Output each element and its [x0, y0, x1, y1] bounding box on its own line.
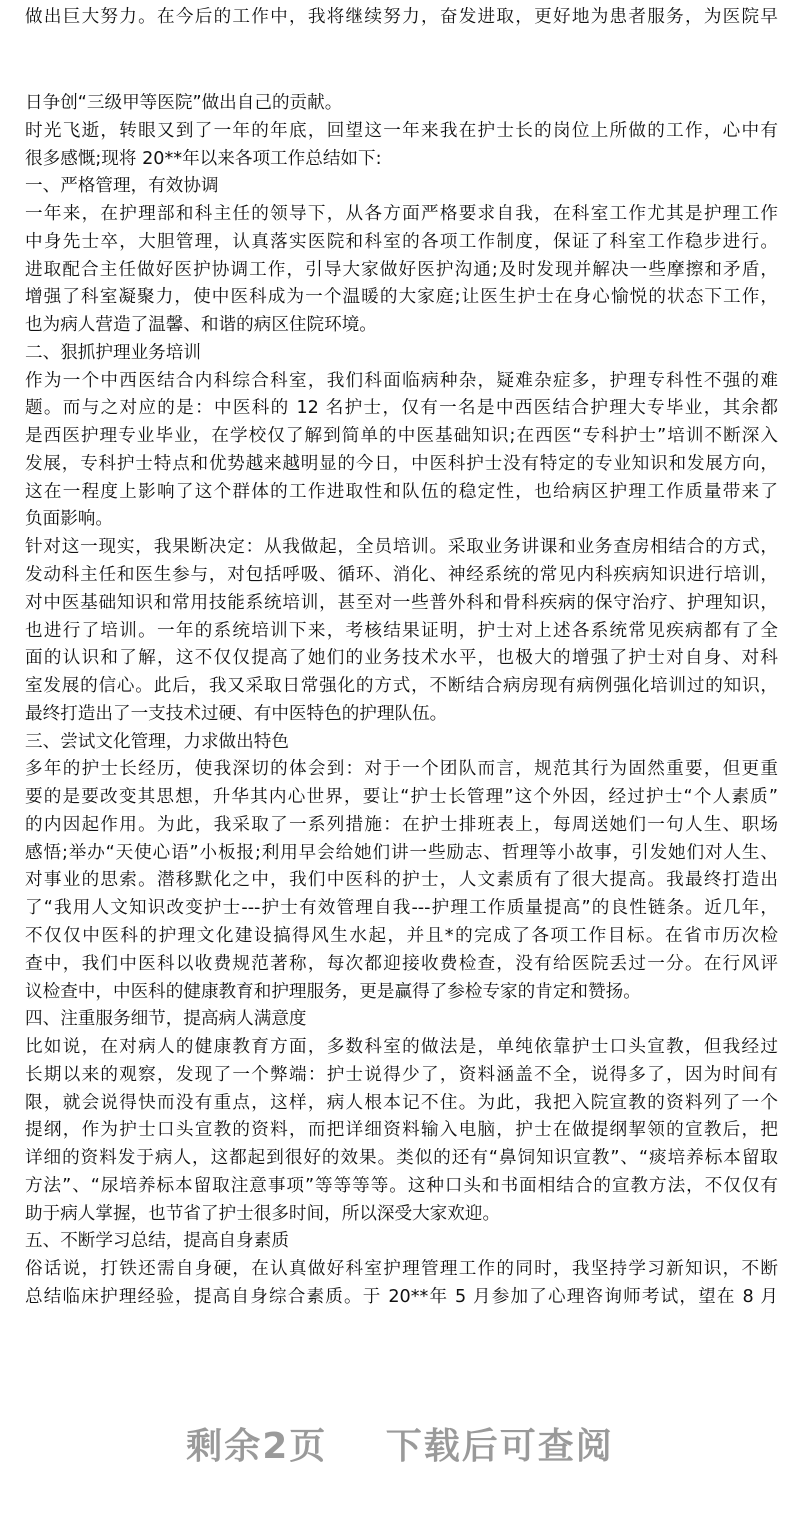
text-line: 题。而与之对应的是：中医科的 12 名护士，仅有一名是中西医结合护理大专毕业，其余都: [25, 398, 778, 419]
text-line: 方法”、“尿培养标本留取注意事项”等等等等。这种口头和书面相结合的宣教方法，不仅仅有: [25, 1175, 778, 1196]
text-line: 最终打造出了一支技术过硬、有中医特色的护理队伍。: [25, 703, 448, 724]
text-line: 的内因起作用。为此，我采取了一系列措施：在护士排班表上，每周送她们一句人生、职场: [25, 814, 778, 835]
text-line: 议检查中，中医科的健康教育和护理服务，更是赢得了参检专家的肯定和赞扬。: [25, 981, 641, 1002]
text-line: 对事业的思索。潜移默化之中，我们中医科的护士，人文素质有了很大提高。我最终打造出: [25, 870, 778, 891]
document-text-body: [25, 90, 778, 1312]
text-line: 负面影响。: [25, 509, 113, 530]
text-line: 查中，我们中医科以收费规范著称，每次都迎接收费检查，没有给医院丢过一分。在行风评: [25, 953, 778, 974]
text-line: 了“我用人文知识改变护士---护士有效管理自我---护理工作质量提高”的良性链条。近几年，: [25, 898, 778, 919]
text-line: 这在一程度上影响了这个群体的工作进取性和队伍的稳定性，也给病区护理工作质量带来了: [25, 481, 778, 502]
text-line: 发展，专科护士特点和优势越来越明显的今日，中医科护士没有特定的专业知识和发展方向，: [25, 453, 778, 474]
text-line: 增强了科室凝聚力，使中医科成为一个温暖的大家庭;让医生护士在身心愉悦的状态下工作，: [25, 287, 778, 308]
text-line: 日争创“三级甲等医院”做出自己的贡献。: [25, 93, 343, 113]
text-line: 一、严格管理，有效协调: [25, 176, 219, 197]
text-line: 发动科主任和医生参与，对包括呼吸、循环、消化、神经系统的常见内科疾病知识进行培训，: [25, 565, 778, 586]
text-line: 也进行了培训。一年的系统培训下来，考核结果证明，护士对上述各系统常见疾病都有了全: [25, 620, 778, 641]
text-line: 长期以来的观察，发现了一个弊端：护士说得少了，资料涵盖不全，说得多了，因为时间有: [25, 1064, 778, 1085]
text-line: 二、狠抓护理业务培训: [25, 342, 201, 363]
text-line: 三、尝试文化管理，力求做出特色: [25, 731, 289, 752]
text-line: 多年的护士长经历，使我深切的体会到：对于一个团队而言，规范其行为固然重要，但更重: [25, 759, 778, 780]
text-line: 五、不断学习总结，提高自身素质: [25, 1231, 289, 1252]
text-line: 四、注重服务细节，提高病人满意度: [25, 1009, 307, 1030]
text-line: 比如说，在对病人的健康教育方面，多数科室的做法是，单纯依靠护士口头宣教，但我经过: [25, 1037, 778, 1058]
text-line: 面的认识和了解，这不仅仅提高了她们的业务技术水平，也极大的增强了护士对自身、对科: [25, 648, 778, 669]
text-line: 很多感慨;现将 20**年以来各项工作总结如下:: [25, 148, 382, 169]
text-line: 总结临床护理经验，提高自身综合素质。于 20**年 5 月参加了心理咨询师考试，望在 8 月: [25, 1286, 778, 1307]
text-line: 也为病人营造了温馨、和谐的病区住院环境。: [25, 315, 377, 336]
text-line: 室发展的信心。此后，我又采取日常强化的方式，不断结合病房现有病例强化培训过的知识，: [25, 676, 778, 697]
read-more-banner[interactable]: [0, 1418, 800, 1469]
text-line: 是西医护理专业毕业，在学校仅了解到简单的中医基础知识;在西医“专科护士”培训不断深入: [25, 426, 778, 447]
text-line: 限，就会说得快而没有重点，这样，病人根本记不住。为此，我把入院宣教的资料列了一个: [25, 1092, 778, 1113]
text-line: 对中医基础知识和常用技能系统培训，甚至对一些普外科和骨科疾病的保守治疗、护理知识，: [25, 592, 778, 613]
download-hint-label: 下载后可查阅: [385, 1426, 614, 1467]
text-line: 作为一个中西医结合内科综合科室，我们科面临病种杂，疑难杂症多，护理专科性不强的难: [25, 370, 778, 391]
text-line: 中身先士卒，大胆管理，认真落实医院和科室的各项工作制度，保证了科室工作稳步进行。: [25, 231, 778, 252]
text-line: 俗话说，打铁还需自身硬，在认真做好科室护理管理工作的同时，我坚持学习新知识，不断: [25, 1259, 778, 1280]
text-line: 做出巨大努力。在今后的工作中，我将继续努力，奋发进取，更好地为患者服务，为医院早: [25, 7, 778, 27]
text-line: 针对这一现实，我果断决定：从我做起，全员培训。采取业务讲课和业务查房相结合的方式，: [25, 537, 778, 558]
text-line: 助于病人掌握，也节省了护士很多时间，所以深受大家欢迎。: [25, 1203, 501, 1224]
remaining-pages-label: 剩余2页: [186, 1426, 328, 1467]
text-line: 一年来，在护理部和科主任的领导下，从各方面严格要求自我，在科室工作尤其是护理工作: [25, 204, 778, 225]
text-line: 提纲，作为护士口头宣教的资料，而把详细资料输入电脑，护士在做提纲挈领的宣教后，把: [25, 1120, 778, 1141]
text-line: 详细的资料发于病人，这都起到很好的效果。类似的还有“鼻饲知识宣教”、“痰培养标本留取: [25, 1148, 778, 1169]
text-line: 时光飞逝，转眼又到了一年的年底，回望这一年来我在护士长的岗位上所做的工作，心中有: [25, 120, 778, 141]
text-line: 不仅仅中医科的护理文化建设搞得风生水起，并且*的完成了各项工作目标。在省市历次检: [25, 925, 778, 946]
text-line: 感悟;举办“天使心语”小板报;利用早会给她们讲一些励志、哲理等小故事，引发她们对人生、: [25, 842, 778, 863]
document-text-top: [25, 4, 778, 32]
text-line: 进取配合主任做好医护协调工作，引导大家做好医护沟通;及时发现并解决一些摩擦和矛盾，: [25, 259, 778, 280]
text-line: 要的是要改变其思想，升华其内心世界，要让“护士长管理”这个外因，经过护士“个人素质”: [25, 787, 778, 808]
